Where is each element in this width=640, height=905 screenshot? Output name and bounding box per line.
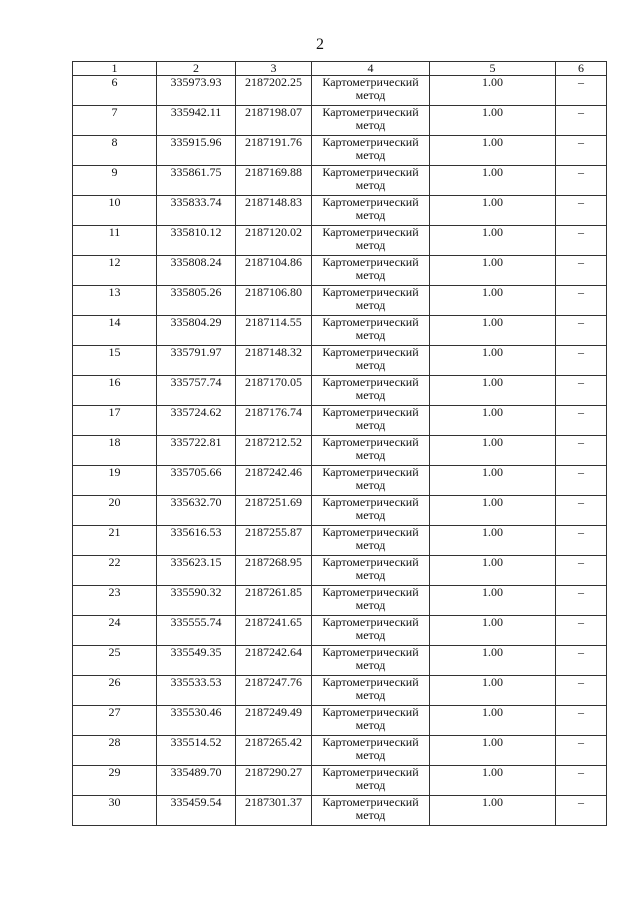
accuracy-cell: 1.00 — [430, 736, 556, 766]
point-number-cell: 13 — [73, 286, 157, 316]
method-line-2: метод — [355, 808, 386, 822]
note-cell: – — [556, 616, 607, 646]
note-cell: – — [556, 406, 607, 436]
method-line-2: метод — [355, 388, 386, 402]
method-line-1: Картометрический — [322, 255, 419, 269]
method-cell — [312, 436, 430, 466]
table-row — [73, 166, 607, 196]
x-coordinate-cell: 335533.53 — [157, 676, 236, 706]
y-coordinate-cell: 2187106.80 — [236, 286, 312, 316]
header-cell-4: 4 — [312, 62, 430, 76]
x-coordinate-cell: 335973.93 — [157, 76, 236, 106]
method-line-2: метод — [355, 178, 386, 192]
method-line-1: Картометрический — [322, 405, 419, 419]
method-line-1: Картометрический — [322, 675, 419, 689]
accuracy-cell: 1.00 — [430, 376, 556, 406]
x-coordinate-cell: 335590.32 — [157, 586, 236, 616]
table-row — [73, 706, 607, 736]
y-coordinate-cell: 2187148.32 — [236, 346, 312, 376]
table-row — [73, 556, 607, 586]
table-row — [73, 586, 607, 616]
method-line-2: метод — [355, 328, 386, 342]
method-cell — [312, 466, 430, 496]
method-line-2: метод — [355, 478, 386, 492]
x-coordinate-cell: 335810.12 — [157, 226, 236, 256]
method-cell — [312, 346, 430, 376]
point-number-cell: 28 — [73, 736, 157, 766]
x-coordinate-cell: 335861.75 — [157, 166, 236, 196]
table-row — [73, 466, 607, 496]
point-number-cell: 23 — [73, 586, 157, 616]
point-number-cell: 26 — [73, 676, 157, 706]
x-coordinate-cell: 335555.74 — [157, 616, 236, 646]
method-line-1: Картометрический — [322, 375, 419, 389]
table-row — [73, 316, 607, 346]
point-number-cell: 17 — [73, 406, 157, 436]
header-cell-3: 3 — [236, 62, 312, 76]
method-cell — [312, 676, 430, 706]
note-cell: – — [556, 226, 607, 256]
accuracy-cell: 1.00 — [430, 796, 556, 826]
y-coordinate-cell: 2187198.07 — [236, 106, 312, 136]
x-coordinate-cell: 335805.26 — [157, 286, 236, 316]
method-line-2: метод — [355, 508, 386, 522]
y-coordinate-cell: 2187170.05 — [236, 376, 312, 406]
note-cell: – — [556, 136, 607, 166]
point-number-cell: 24 — [73, 616, 157, 646]
method-cell — [312, 736, 430, 766]
point-number-cell: 16 — [73, 376, 157, 406]
note-cell: – — [556, 106, 607, 136]
note-cell: – — [556, 496, 607, 526]
table-row — [73, 616, 607, 646]
method-line-2: метод — [355, 418, 386, 432]
y-coordinate-cell: 2187202.25 — [236, 76, 312, 106]
method-cell — [312, 406, 430, 436]
table-row — [73, 376, 607, 406]
method-cell — [312, 76, 430, 106]
x-coordinate-cell: 335833.74 — [157, 196, 236, 226]
method-line-2: метод — [355, 598, 386, 612]
point-number-cell: 12 — [73, 256, 157, 286]
table-row — [73, 76, 607, 106]
table-row — [73, 406, 607, 436]
x-coordinate-cell: 335722.81 — [157, 436, 236, 466]
x-coordinate-cell: 335623.15 — [157, 556, 236, 586]
point-number-cell: 19 — [73, 466, 157, 496]
y-coordinate-cell: 2187212.52 — [236, 436, 312, 466]
method-line-1: Картометрический — [322, 345, 419, 359]
point-number-cell: 20 — [73, 496, 157, 526]
x-coordinate-cell: 335915.96 — [157, 136, 236, 166]
method-line-1: Картометрический — [322, 765, 419, 779]
y-coordinate-cell: 2187242.64 — [236, 646, 312, 676]
x-coordinate-cell: 335791.97 — [157, 346, 236, 376]
note-cell: – — [556, 676, 607, 706]
accuracy-cell: 1.00 — [430, 586, 556, 616]
note-cell: – — [556, 466, 607, 496]
point-number-cell: 27 — [73, 706, 157, 736]
y-coordinate-cell: 2187176.74 — [236, 406, 312, 436]
accuracy-cell: 1.00 — [430, 76, 556, 106]
method-line-1: Картометрический — [322, 465, 419, 479]
table-row — [73, 526, 607, 556]
method-line-2: метод — [355, 568, 386, 582]
table-row — [73, 496, 607, 526]
x-coordinate-cell: 335549.35 — [157, 646, 236, 676]
y-coordinate-cell: 2187114.55 — [236, 316, 312, 346]
method-line-1: Картометрический — [322, 795, 419, 809]
method-line-2: метод — [355, 538, 386, 552]
method-line-1: Картометрический — [322, 555, 419, 569]
point-number-cell: 14 — [73, 316, 157, 346]
point-number-cell: 15 — [73, 346, 157, 376]
method-line-2: метод — [355, 628, 386, 642]
point-number-cell: 10 — [73, 196, 157, 226]
y-coordinate-cell: 2187191.76 — [236, 136, 312, 166]
method-line-1: Картометрический — [322, 285, 419, 299]
accuracy-cell: 1.00 — [430, 466, 556, 496]
note-cell: – — [556, 646, 607, 676]
accuracy-cell: 1.00 — [430, 346, 556, 376]
table-row — [73, 256, 607, 286]
point-number-cell: 8 — [73, 136, 157, 166]
table-row — [73, 136, 607, 166]
method-line-2: метод — [355, 778, 386, 792]
header-cell-1: 1 — [73, 62, 157, 76]
method-line-1: Картометрический — [322, 735, 419, 749]
y-coordinate-cell: 2187249.49 — [236, 706, 312, 736]
table-row — [73, 646, 607, 676]
point-number-cell: 7 — [73, 106, 157, 136]
accuracy-cell: 1.00 — [430, 436, 556, 466]
method-line-1: Картометрический — [322, 105, 419, 119]
table-row — [73, 436, 607, 466]
note-cell: – — [556, 316, 607, 346]
table-row — [73, 196, 607, 226]
accuracy-cell: 1.00 — [430, 196, 556, 226]
x-coordinate-cell: 335942.11 — [157, 106, 236, 136]
method-line-2: метод — [355, 448, 386, 462]
accuracy-cell: 1.00 — [430, 526, 556, 556]
method-cell — [312, 616, 430, 646]
y-coordinate-cell: 2187261.85 — [236, 586, 312, 616]
header-cell-2: 2 — [157, 62, 236, 76]
method-cell — [312, 646, 430, 676]
x-coordinate-cell: 335705.66 — [157, 466, 236, 496]
note-cell: – — [556, 166, 607, 196]
method-line-2: метод — [355, 358, 386, 372]
x-coordinate-cell: 335757.74 — [157, 376, 236, 406]
note-cell: – — [556, 586, 607, 616]
method-line-1: Картометрический — [322, 165, 419, 179]
note-cell: – — [556, 286, 607, 316]
method-cell — [312, 106, 430, 136]
y-coordinate-cell: 2187169.88 — [236, 166, 312, 196]
method-line-1: Картометрический — [322, 495, 419, 509]
y-coordinate-cell: 2187120.02 — [236, 226, 312, 256]
method-cell — [312, 766, 430, 796]
method-line-1: Картометрический — [322, 135, 419, 149]
coordinates-table — [72, 61, 607, 826]
point-number-cell: 18 — [73, 436, 157, 466]
accuracy-cell: 1.00 — [430, 406, 556, 436]
method-line-2: метод — [355, 268, 386, 282]
method-line-2: метод — [355, 208, 386, 222]
method-line-2: метод — [355, 238, 386, 252]
method-line-1: Картометрический — [322, 315, 419, 329]
header-row — [73, 62, 607, 76]
point-number-cell: 22 — [73, 556, 157, 586]
method-line-1: Картометрический — [322, 705, 419, 719]
table-row — [73, 796, 607, 826]
header-cell-6: 6 — [556, 62, 607, 76]
table-row — [73, 676, 607, 706]
table-body — [73, 76, 607, 826]
y-coordinate-cell: 2187265.42 — [236, 736, 312, 766]
method-cell — [312, 796, 430, 826]
point-number-cell: 11 — [73, 226, 157, 256]
y-coordinate-cell: 2187148.83 — [236, 196, 312, 226]
method-cell — [312, 316, 430, 346]
note-cell: – — [556, 796, 607, 826]
accuracy-cell: 1.00 — [430, 706, 556, 736]
method-cell — [312, 496, 430, 526]
method-cell — [312, 556, 430, 586]
method-cell — [312, 256, 430, 286]
accuracy-cell: 1.00 — [430, 316, 556, 346]
method-line-2: метод — [355, 118, 386, 132]
method-line-1: Картометрический — [322, 225, 419, 239]
accuracy-cell: 1.00 — [430, 256, 556, 286]
method-line-2: метод — [355, 658, 386, 672]
table-header — [73, 62, 607, 76]
method-line-1: Картометрический — [322, 525, 419, 539]
method-cell — [312, 196, 430, 226]
note-cell: – — [556, 76, 607, 106]
table-row — [73, 766, 607, 796]
accuracy-cell: 1.00 — [430, 646, 556, 676]
note-cell: – — [556, 376, 607, 406]
point-number-cell: 21 — [73, 526, 157, 556]
y-coordinate-cell: 2187242.46 — [236, 466, 312, 496]
x-coordinate-cell: 335514.52 — [157, 736, 236, 766]
accuracy-cell: 1.00 — [430, 496, 556, 526]
x-coordinate-cell: 335808.24 — [157, 256, 236, 286]
note-cell: – — [556, 736, 607, 766]
note-cell: – — [556, 256, 607, 286]
method-line-1: Картометрический — [322, 435, 419, 449]
method-line-2: метод — [355, 88, 386, 102]
note-cell: – — [556, 766, 607, 796]
header-cell-5: 5 — [430, 62, 556, 76]
accuracy-cell: 1.00 — [430, 226, 556, 256]
method-line-1: Картометрический — [322, 585, 419, 599]
y-coordinate-cell: 2187255.87 — [236, 526, 312, 556]
point-number-cell: 25 — [73, 646, 157, 676]
x-coordinate-cell: 335459.54 — [157, 796, 236, 826]
method-cell — [312, 166, 430, 196]
table-row — [73, 346, 607, 376]
method-line-2: метод — [355, 718, 386, 732]
y-coordinate-cell: 2187268.95 — [236, 556, 312, 586]
accuracy-cell: 1.00 — [430, 676, 556, 706]
method-line-1: Картометрический — [322, 195, 419, 209]
x-coordinate-cell: 335616.53 — [157, 526, 236, 556]
accuracy-cell: 1.00 — [430, 166, 556, 196]
y-coordinate-cell: 2187247.76 — [236, 676, 312, 706]
accuracy-cell: 1.00 — [430, 106, 556, 136]
method-line-2: метод — [355, 688, 386, 702]
method-line-2: метод — [355, 298, 386, 312]
table-row — [73, 736, 607, 766]
table-row — [73, 286, 607, 316]
note-cell: – — [556, 706, 607, 736]
y-coordinate-cell: 2187301.37 — [236, 796, 312, 826]
method-line-1: Картометрический — [322, 645, 419, 659]
accuracy-cell: 1.00 — [430, 136, 556, 166]
accuracy-cell: 1.00 — [430, 616, 556, 646]
method-cell — [312, 706, 430, 736]
method-cell — [312, 586, 430, 616]
table-row — [73, 106, 607, 136]
method-line-2: метод — [355, 748, 386, 762]
point-number-cell: 30 — [73, 796, 157, 826]
method-line-1: Картометрический — [322, 615, 419, 629]
y-coordinate-cell: 2187104.86 — [236, 256, 312, 286]
x-coordinate-cell: 335632.70 — [157, 496, 236, 526]
method-cell — [312, 136, 430, 166]
accuracy-cell: 1.00 — [430, 556, 556, 586]
accuracy-cell: 1.00 — [430, 766, 556, 796]
point-number-cell: 9 — [73, 166, 157, 196]
x-coordinate-cell: 335530.46 — [157, 706, 236, 736]
method-cell — [312, 226, 430, 256]
point-number-cell: 29 — [73, 766, 157, 796]
method-cell — [312, 526, 430, 556]
note-cell: – — [556, 526, 607, 556]
table-row — [73, 226, 607, 256]
x-coordinate-cell: 335804.29 — [157, 316, 236, 346]
method-line-2: метод — [355, 148, 386, 162]
x-coordinate-cell: 335724.62 — [157, 406, 236, 436]
method-cell — [312, 286, 430, 316]
note-cell: – — [556, 196, 607, 226]
x-coordinate-cell: 335489.70 — [157, 766, 236, 796]
point-number-cell: 6 — [73, 76, 157, 106]
note-cell: – — [556, 436, 607, 466]
method-line-1: Картометрический — [322, 75, 419, 89]
note-cell: – — [556, 346, 607, 376]
y-coordinate-cell: 2187290.27 — [236, 766, 312, 796]
accuracy-cell: 1.00 — [430, 286, 556, 316]
note-cell: – — [556, 556, 607, 586]
page-number: 2 — [316, 36, 324, 53]
method-cell — [312, 376, 430, 406]
y-coordinate-cell: 2187241.65 — [236, 616, 312, 646]
y-coordinate-cell: 2187251.69 — [236, 496, 312, 526]
